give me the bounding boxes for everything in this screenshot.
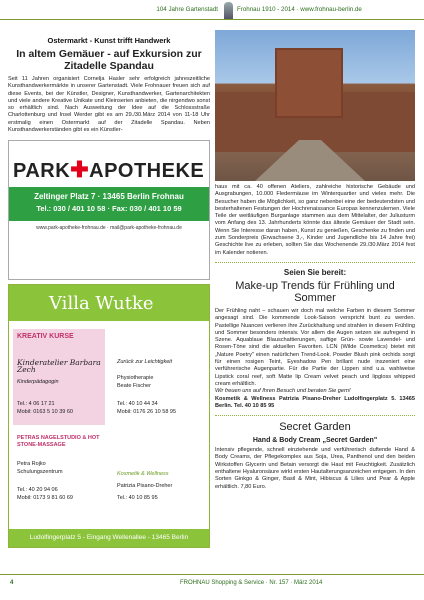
villa-title: Villa Wutke <box>9 285 209 321</box>
article1-kicker: Ostermarkt - Kunst trifft Handwerk <box>47 36 171 45</box>
apotheke-address: Zeltinger Platz 7 · 13465 Berlin Frohnau <box>34 192 184 202</box>
article1-body-col2: haus mit ca. 40 offenen Ateliers, zahlreiche historische Gebäude und Ausgrabungen, 10.000 Fledermäuse im Winterquartier und vieles mehr. Die Besucher haben die Möglichkeit, so ganz nebenbei eine der bedeutendsten und besterhaltenen Festungen der Hochrenaissance Europas kennenzulernen. Viele Teile der weitläufigen Burganlage stammen aus dem Mittelalter, der Juliusturm vom Anfang des 13. Jahrhunderts könnte das älteste Gemäuer der Stadt sein. Wenn Sie Interesse daran haben, Kunst zu genießen, Geschenke zu finden und zum Sonderpreis (Erwachsene 3,-, Kinder und Jugendliche bis 14 Jahre frei) Geschichte live zu erleben, sollten Sie das Wochenende 29./30.März 2014 fest im Kalender notieren. <box>215 184 415 256</box>
article2-body: Der Frühling naht – schauen wir doch mal welche Farben in diesem Sommer angesagt sind. Die kommende Look-Saison verspricht bunt zu werden. Pastellige Nuancen verlieren ihre Zurückhaltung und strahlen in diesem Frühling und Sommer besonders intensiv. Vor allem die Augen setzen sie aufregend in Szene. Aquablaue Blauschattierungen, saftige Grün- sowie Lavendel- und Rosen-Töne sind die aktuellen Favoriten. LCN (Wilde Cosmetics) bietet mit „Nature Poetry" einen natürlichen Trend-Look. Powder Blush pink orchids sorgt für einen rosigen Teint, Eyeshadow Pen brillant nude inszeniert eine verführerische Augenpartie. Für die Partie der Lippen sind u.a. wahlweise Lipstick coral reef, soft Matte lip Cream velvet peach und lipgloss whipped cream erhältlich. <box>215 307 415 387</box>
page-number: 4 <box>10 580 14 586</box>
divider <box>215 262 415 263</box>
apotheke-phone: Tel.: 030 / 401 10 58 · Fax: 030 / 401 10 59 <box>36 204 182 214</box>
article2-kicker: Seien Sie bereit: <box>283 267 347 277</box>
physio-box: Zurück zur Leichtigkeit Physiotherapie Beate Fischer Tel.: 40 10 44 34 Mobil: 0176 26 10 58 95 <box>113 329 205 425</box>
kosmetik-box: Kosmetik & Wellness Patrizia Pisano-Dreher Tel.: 40 10 85 95 <box>113 431 205 527</box>
article1-body-col1: Seit 11 Jahren organisiert Cornelja Hasler sehr erfolgreich jahreszeitliche Kunsthandwerkermärkte in unserer Gartenstadt. Viele Frohnauer freuen sich auf diese Events, bei der Künstler, Designer, Kunsthandwerker, Gartenarchitekten und viele andere Kreative Unikate und Kleinserien anbieten, die nirgendwo sonst so erhältlich sind. Nach Ausweitung der Idee auf die Schlossstraße Charlottenburg und Insel Werder gibt es am 29./30.März 2014 von 11-18 Uhr erstmalig einen Ostermarkt auf der Zitadelle Spandau. Neben Kunsthandwerkerständen gibt es ein Künstler- <box>8 76 210 134</box>
apotheke-url[interactable]: www.park-apotheke-frohnau.de · mail@park-apotheke-frohnau.de <box>36 225 182 232</box>
header-left: 104 Jahre Gartenstadt <box>156 6 218 13</box>
apotheke-logo: PARK✚APOTHEKE <box>13 157 205 183</box>
article2-italic: Wir freuen uns auf Ihren Besuch und beraten Sie gern! <box>215 388 351 395</box>
header-right: Frohnau 1910 - 2014 · www.frohnau-berlin.de <box>237 6 362 13</box>
kreativ-box: KREATIV KURSE Kinderatelier Barbara Zech Kinderpädagogin Tel.: 4 06 17 21 Mobil: 0163 5 10 39 60 <box>13 329 105 425</box>
park-apotheke-ad[interactable] <box>8 140 210 280</box>
apotheke-contact-band <box>9 187 209 221</box>
article1-title: In altem Gemäuer - auf Exkursion zur Zitadelle Spandau <box>16 48 202 72</box>
article2-sign: Kosmetik & Wellness Patrizia Pisano-Dreher Ludolfingerplatz 5. 13465 Berlin. Tel. 40 10 85 95 <box>215 395 415 409</box>
villa-address: Ludolfingerplatz 5 - Eingang Wellenallee - 13465 Berlin <box>9 529 209 547</box>
article2-title: Make-up Trends für Frühling und Sommer <box>235 279 395 304</box>
cross-icon: ✚ <box>70 157 90 183</box>
right-column <box>215 30 415 491</box>
divider <box>215 415 415 416</box>
page-header <box>0 0 424 20</box>
left-column <box>8 30 210 548</box>
villa-wutke-ad <box>8 284 210 548</box>
article3-title: Hand & Body Cream „Secret Garden" <box>252 437 378 445</box>
page-footer <box>0 574 424 592</box>
footer-title: FROHNAU Shopping & Service · Nr. 157 · März 2014 <box>180 580 323 586</box>
article3-body: Intensiv pflegende, schnell einziehende und verführerisch duftende Hand & Body Creams, der Pflegekomplex aus Soja, Urea, Panthenol und den beiden Wirkstoffen Glycerin und Betain versorgt die Haut mit Feuchtigkeit. Zusätzlich enthaltene Hyaluronsäure wirkt ersten Hautalterungsanzeichen entgegen. In den Sorten Ginkgo & Ginger, Basil & Mint, Hibiscus & Lilies und Pear & Apple erhältlich. 7,80 Euro. <box>215 447 415 490</box>
zitadelle-photo <box>215 30 415 181</box>
nagelstudio-box: PETRAS NAGELSTUDIO & HOT STONE-MASSAGE Petra Rojko Schulungszentrum Tel.: 40 20 94 06 Mobil: 0173 9 81 60 69 <box>13 431 105 527</box>
tower-logo-icon <box>224 2 233 19</box>
article3-kicker: Secret Garden <box>279 421 351 434</box>
